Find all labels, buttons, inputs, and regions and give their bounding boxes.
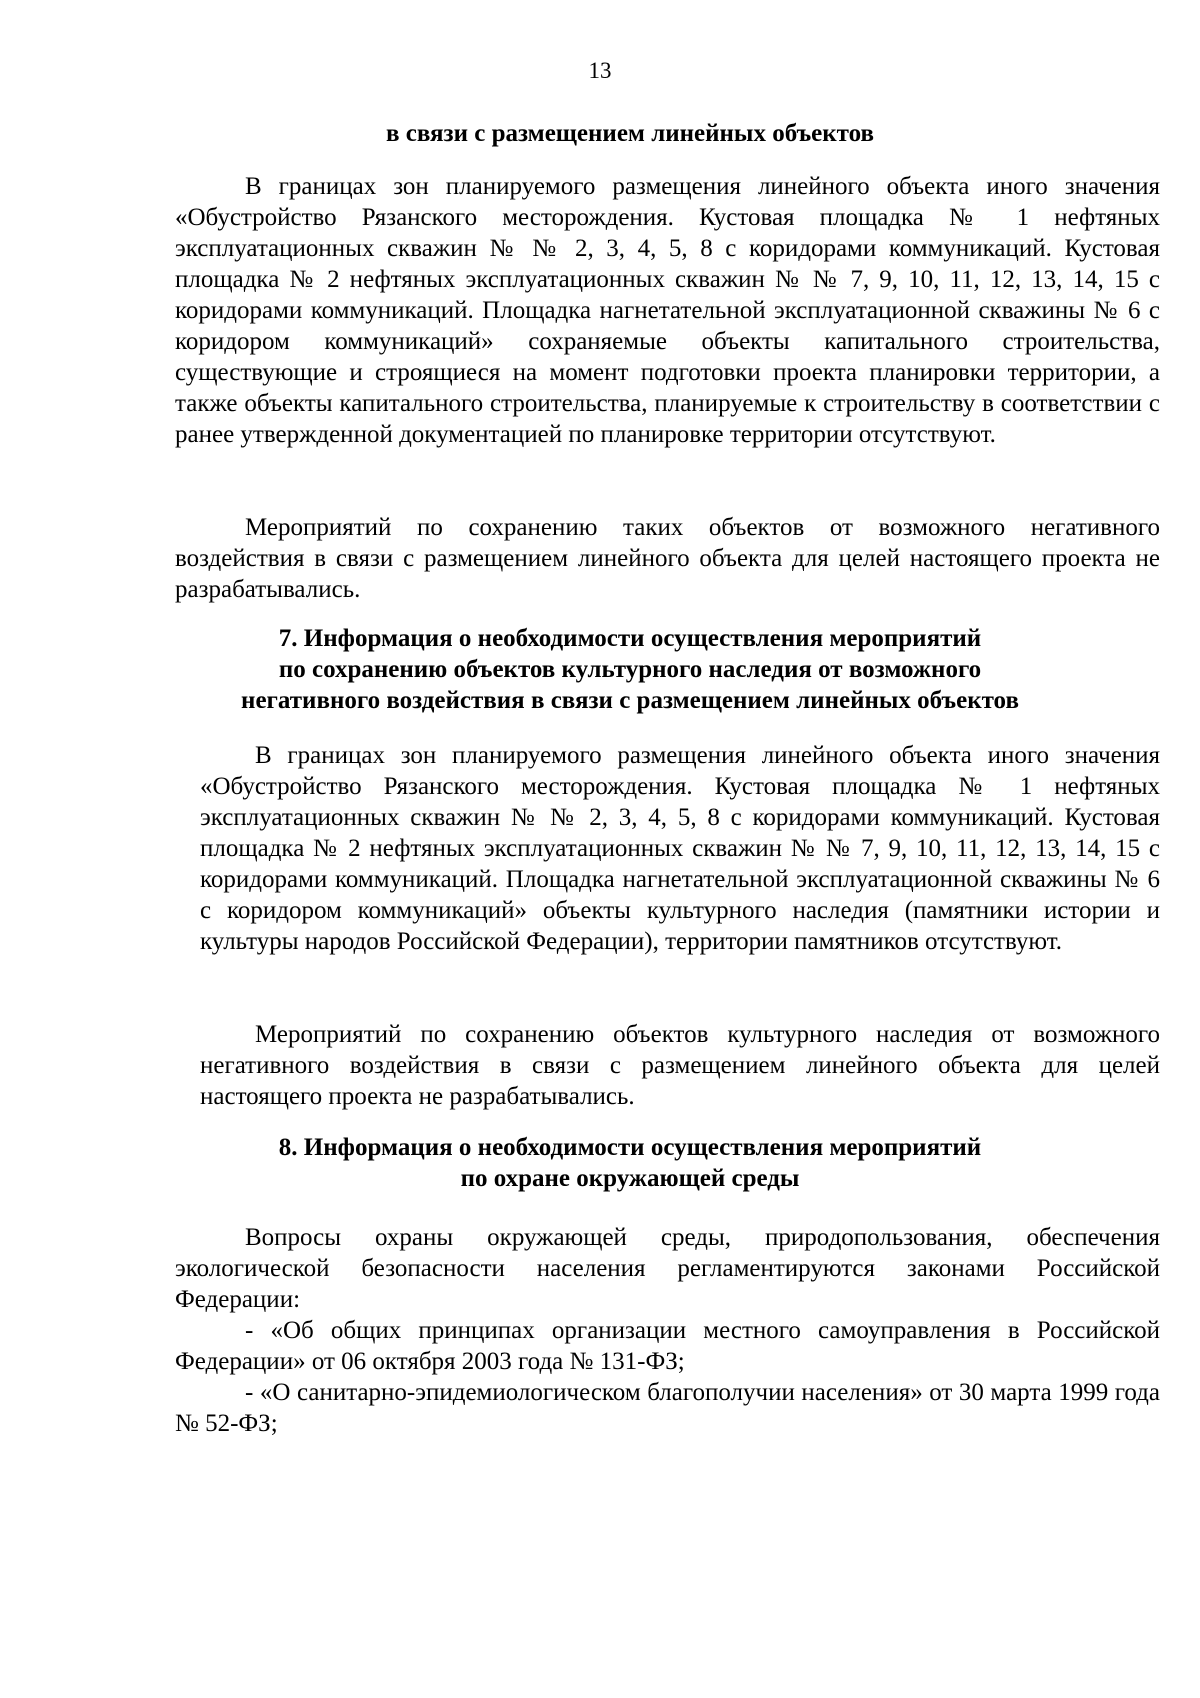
section-7-paragraph-1: В границах зон планируемого размещения линейного объекта иного значения «Обустройство Рязанского месторождения. Кустовая площадка № 1 нефтяных эксплуатационных скважин № № 2, 3, 4, 5, 8 с коридорами коммуникаций. Кустовая площадка № 2 нефтяных эксплуатационных скважин № № 7, 9, 10, 11, 12, 13, 14, 15 с коридорами коммуникаций. Площадка нагнетательной эксплуатационной скважины № 6 с коридором коммуникаций» объекты культурного наследия (памятники истории и культуры народов Российской Федерации), территории памятников отсутствуют. [200,742,1160,955]
section-6-paragraph-1: В границах зон планируемого размещения линейного объекта иного значения «Обустройство Рязанского месторождения. Кустовая площадка № 1 нефтяных эксплуатационных скважин № № 2, 3, 4, 5, 8 с коридорами коммуникаций. Кустовая площадка № 2 нефтяных эксплуатационных скважин № № 7, 9, 10, 11, 12, 13, 14, 15 с коридорами коммуникаций. Площадка нагнетательной эксплуатационной скважины № 6 с коридором коммуникаций» сохраняемые объекты капитального строительства, существующие и строящиеся на момент подготовки проекта планировки территории, а также объекты капитального строительства, планируемые к строительству в соответствии с ранее утвержденной документацией по планировке территории отсутствуют. [175,173,1160,448]
section-7-paragraph-2: Мероприятий по сохранению объектов культурного наследия от возможного негативного воздействия в связи с размещением линейного объекта для целей настоящего проекта не разрабатывались. [200,1021,1160,1110]
heading-line: по охране окружающей среды [460,1165,800,1192]
heading-line: 8. Информация о необходимости осуществления мероприятий [278,1134,982,1161]
heading-line: негативного воздействия в связи с размещением линейных объектов [241,687,1019,714]
section-8-intro: Вопросы охраны окружающей среды, природопользования, обеспечения экологической безопасности населения регламентируются законами Российской Федерации: [175,1224,1160,1313]
section-6-heading-tail [200,118,1060,149]
heading-line: 7. Информация о необходимости осуществления мероприятий [278,625,982,652]
list-item: - «О санитарно-эпидемиологическом благополучии населения» от 30 марта 1999 года № 52-ФЗ; [175,1379,1160,1437]
section-7-heading [200,623,1060,716]
section-8-heading [200,1132,1060,1194]
page-number: 13 [588,58,612,83]
heading-line: по сохранению объектов культурного наследия от возможного [278,656,982,683]
list-item: - «Об общих принципах организации местного самоуправления в Российской Федерации» от 06 октября 2003 года № 131-ФЗ; [175,1317,1160,1375]
section-6-paragraph-2: Мероприятий по сохранению таких объектов от возможного негативного воздействия в связи с размещением линейного объекта для целей настоящего проекта не разрабатывались. [175,514,1160,603]
heading-line: в связи с размещением линейных объектов [386,120,874,147]
